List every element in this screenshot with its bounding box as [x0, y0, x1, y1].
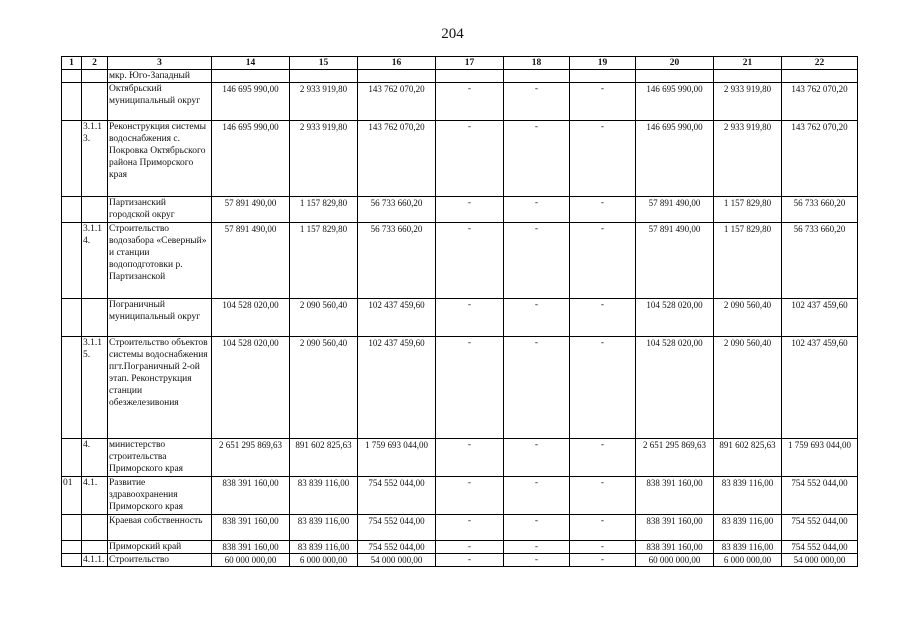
cell-name: Краевая собственность [108, 515, 212, 541]
header-row [62, 57, 858, 70]
table-row [62, 541, 858, 554]
cell-value-20: 838 391 160,00 [636, 515, 714, 541]
cell-value-15: 83 839 116,00 [290, 541, 358, 554]
cell-value-15: 2 933 919,80 [290, 121, 358, 197]
cell-value-15: 2 090 560,40 [290, 337, 358, 439]
cell-value-15: 891 602 825,63 [290, 439, 358, 477]
cell-value-18: - [504, 541, 570, 554]
cell-value-14: 104 528 020,00 [212, 337, 290, 439]
cell-value-22: 56 733 660,20 [782, 223, 858, 299]
cell-section [62, 439, 82, 477]
cell-value-18: - [504, 121, 570, 197]
cell-value-22: 102 437 459,60 [782, 299, 858, 337]
cell-value-22: 754 552 044,00 [782, 515, 858, 541]
cell-value-21: 2 933 919,80 [714, 83, 782, 121]
cell-value-18: - [504, 439, 570, 477]
cell-value-16: 143 762 070,20 [358, 83, 436, 121]
cell-code: 3.1.14. [82, 223, 108, 299]
cell-value-20 [636, 70, 714, 83]
cell-code: 4.1.1. [82, 554, 108, 567]
cell-value-17: - [436, 554, 504, 567]
cell-value-17: - [436, 223, 504, 299]
cell-value-19: - [570, 299, 636, 337]
col-header: 17 [436, 57, 504, 70]
cell-section [62, 337, 82, 439]
cell-value-22: 102 437 459,60 [782, 337, 858, 439]
cell-value-18: - [504, 83, 570, 121]
cell-value-16: 1 759 693 044,00 [358, 439, 436, 477]
table-row [62, 439, 858, 477]
table-row [62, 223, 858, 299]
cell-value-20: 838 391 160,00 [636, 477, 714, 515]
cell-value-15: 1 157 829,80 [290, 223, 358, 299]
cell-code: 3.1.13. [82, 121, 108, 197]
cell-name: мкр. Юго-Западный [108, 70, 212, 83]
cell-value-14 [212, 70, 290, 83]
cell-value-21: 2 090 560,40 [714, 337, 782, 439]
cell-value-18: - [504, 554, 570, 567]
cell-value-21: 1 157 829,80 [714, 223, 782, 299]
cell-section [62, 223, 82, 299]
cell-code [82, 541, 108, 554]
cell-value-22: 54 000 000,00 [782, 554, 858, 567]
cell-name: Строительство [108, 554, 212, 567]
cell-value-17: - [436, 439, 504, 477]
cell-value-21: 2 933 919,80 [714, 121, 782, 197]
cell-value-21: 891 602 825,63 [714, 439, 782, 477]
cell-code [82, 515, 108, 541]
cell-value-16: 102 437 459,60 [358, 337, 436, 439]
cell-name: Октябрьский муниципальный округ [108, 83, 212, 121]
table-row [62, 121, 858, 197]
cell-value-21: 2 090 560,40 [714, 299, 782, 337]
table-row [62, 337, 858, 439]
cell-value-14: 57 891 490,00 [212, 197, 290, 223]
cell-value-20: 2 651 295 869,63 [636, 439, 714, 477]
cell-value-19 [570, 70, 636, 83]
cell-section [62, 197, 82, 223]
cell-value-20: 104 528 020,00 [636, 337, 714, 439]
cell-value-16: 56 733 660,20 [358, 197, 436, 223]
table-row [62, 197, 858, 223]
cell-name: Партизанский городской округ [108, 197, 212, 223]
cell-value-17: - [436, 541, 504, 554]
cell-value-16: 54 000 000,00 [358, 554, 436, 567]
table-row [62, 515, 858, 541]
cell-code [82, 70, 108, 83]
cell-value-16: 754 552 044,00 [358, 515, 436, 541]
budget-table [61, 56, 858, 567]
cell-name: Строительство водозабора «Северный» и станции водоподготовки р. Партизанской [108, 223, 212, 299]
cell-value-15: 6 000 000,00 [290, 554, 358, 567]
col-header: 15 [290, 57, 358, 70]
cell-value-17: - [436, 299, 504, 337]
cell-name: Строительство объектов системы водоснабжения пгт.Пограничный 2-ой этап. Реконструкция станции обезжелезивония [108, 337, 212, 439]
table-row [62, 554, 858, 567]
col-header: 20 [636, 57, 714, 70]
cell-value-22: 754 552 044,00 [782, 477, 858, 515]
cell-value-20: 57 891 490,00 [636, 223, 714, 299]
cell-value-21: 83 839 116,00 [714, 515, 782, 541]
cell-value-20: 57 891 490,00 [636, 197, 714, 223]
cell-value-14: 146 695 990,00 [212, 121, 290, 197]
cell-value-15 [290, 70, 358, 83]
cell-value-14: 838 391 160,00 [212, 541, 290, 554]
cell-value-17 [436, 70, 504, 83]
cell-value-22: 1 759 693 044,00 [782, 439, 858, 477]
cell-value-18: - [504, 515, 570, 541]
cell-name: Развитие здравоохранения Приморского края [108, 477, 212, 515]
cell-value-21: 83 839 116,00 [714, 477, 782, 515]
cell-value-18: - [504, 337, 570, 439]
cell-value-19: - [570, 197, 636, 223]
cell-code: 4.1. [82, 477, 108, 515]
cell-value-20: 146 695 990,00 [636, 83, 714, 121]
cell-value-15: 1 157 829,80 [290, 197, 358, 223]
cell-code: 3.1.15. [82, 337, 108, 439]
cell-value-18: - [504, 223, 570, 299]
cell-value-14: 838 391 160,00 [212, 515, 290, 541]
cell-value-21 [714, 70, 782, 83]
cell-value-19: - [570, 541, 636, 554]
cell-value-18: - [504, 197, 570, 223]
cell-value-20: 104 528 020,00 [636, 299, 714, 337]
cell-value-19: - [570, 439, 636, 477]
col-header: 2 [82, 57, 108, 70]
cell-value-15: 83 839 116,00 [290, 477, 358, 515]
cell-code [82, 299, 108, 337]
cell-value-14: 146 695 990,00 [212, 83, 290, 121]
table-row [62, 299, 858, 337]
cell-value-19: - [570, 477, 636, 515]
col-header: 18 [504, 57, 570, 70]
cell-value-19: - [570, 121, 636, 197]
cell-value-14: 838 391 160,00 [212, 477, 290, 515]
cell-value-16: 754 552 044,00 [358, 477, 436, 515]
cell-value-18: - [504, 299, 570, 337]
cell-value-19: - [570, 223, 636, 299]
cell-section: 01 [62, 477, 82, 515]
cell-name: Пограничный муниципальный округ [108, 299, 212, 337]
cell-value-14: 104 528 020,00 [212, 299, 290, 337]
cell-value-16 [358, 70, 436, 83]
cell-value-18: - [504, 477, 570, 515]
cell-value-16: 754 552 044,00 [358, 541, 436, 554]
cell-value-20: 146 695 990,00 [636, 121, 714, 197]
col-header: 3 [108, 57, 212, 70]
cell-value-17: - [436, 121, 504, 197]
cell-value-17: - [436, 83, 504, 121]
col-header: 16 [358, 57, 436, 70]
cell-value-20: 838 391 160,00 [636, 541, 714, 554]
cell-value-17: - [436, 337, 504, 439]
cell-value-22: 143 762 070,20 [782, 83, 858, 121]
cell-section [62, 121, 82, 197]
cell-value-19: - [570, 554, 636, 567]
cell-value-14: 57 891 490,00 [212, 223, 290, 299]
cell-value-21: 6 000 000,00 [714, 554, 782, 567]
table-row [62, 70, 858, 83]
cell-code [82, 83, 108, 121]
cell-value-17: - [436, 477, 504, 515]
cell-name: Приморский край [108, 541, 212, 554]
cell-section [62, 515, 82, 541]
cell-section [62, 83, 82, 121]
col-header: 22 [782, 57, 858, 70]
cell-value-20: 60 000 000,00 [636, 554, 714, 567]
cell-value-16: 102 437 459,60 [358, 299, 436, 337]
cell-value-19: - [570, 515, 636, 541]
cell-section [62, 70, 82, 83]
col-header: 14 [212, 57, 290, 70]
cell-value-22 [782, 70, 858, 83]
cell-value-15: 83 839 116,00 [290, 515, 358, 541]
cell-value-14: 2 651 295 869,63 [212, 439, 290, 477]
cell-code [82, 197, 108, 223]
cell-section [62, 554, 82, 567]
cell-section [62, 541, 82, 554]
cell-name: министерство строительства Приморского края [108, 439, 212, 477]
cell-value-19: - [570, 83, 636, 121]
col-header: 19 [570, 57, 636, 70]
cell-value-22: 143 762 070,20 [782, 121, 858, 197]
table-row [62, 83, 858, 121]
cell-value-17: - [436, 515, 504, 541]
col-header: 21 [714, 57, 782, 70]
cell-value-14: 60 000 000,00 [212, 554, 290, 567]
cell-value-21: 83 839 116,00 [714, 541, 782, 554]
cell-value-19: - [570, 337, 636, 439]
cell-code: 4. [82, 439, 108, 477]
cell-value-22: 754 552 044,00 [782, 541, 858, 554]
table-row [62, 477, 858, 515]
cell-value-22: 56 733 660,20 [782, 197, 858, 223]
page-number: 204 [441, 26, 464, 42]
cell-section [62, 299, 82, 337]
cell-value-17: - [436, 197, 504, 223]
cell-value-15: 2 933 919,80 [290, 83, 358, 121]
cell-value-18 [504, 70, 570, 83]
cell-value-16: 56 733 660,20 [358, 223, 436, 299]
cell-value-21: 1 157 829,80 [714, 197, 782, 223]
cell-value-16: 143 762 070,20 [358, 121, 436, 197]
cell-name: Реконструкция системы водоснабжения с. Покровка Октябрьского района Приморского края [108, 121, 212, 197]
cell-value-15: 2 090 560,40 [290, 299, 358, 337]
col-header: 1 [62, 57, 82, 70]
